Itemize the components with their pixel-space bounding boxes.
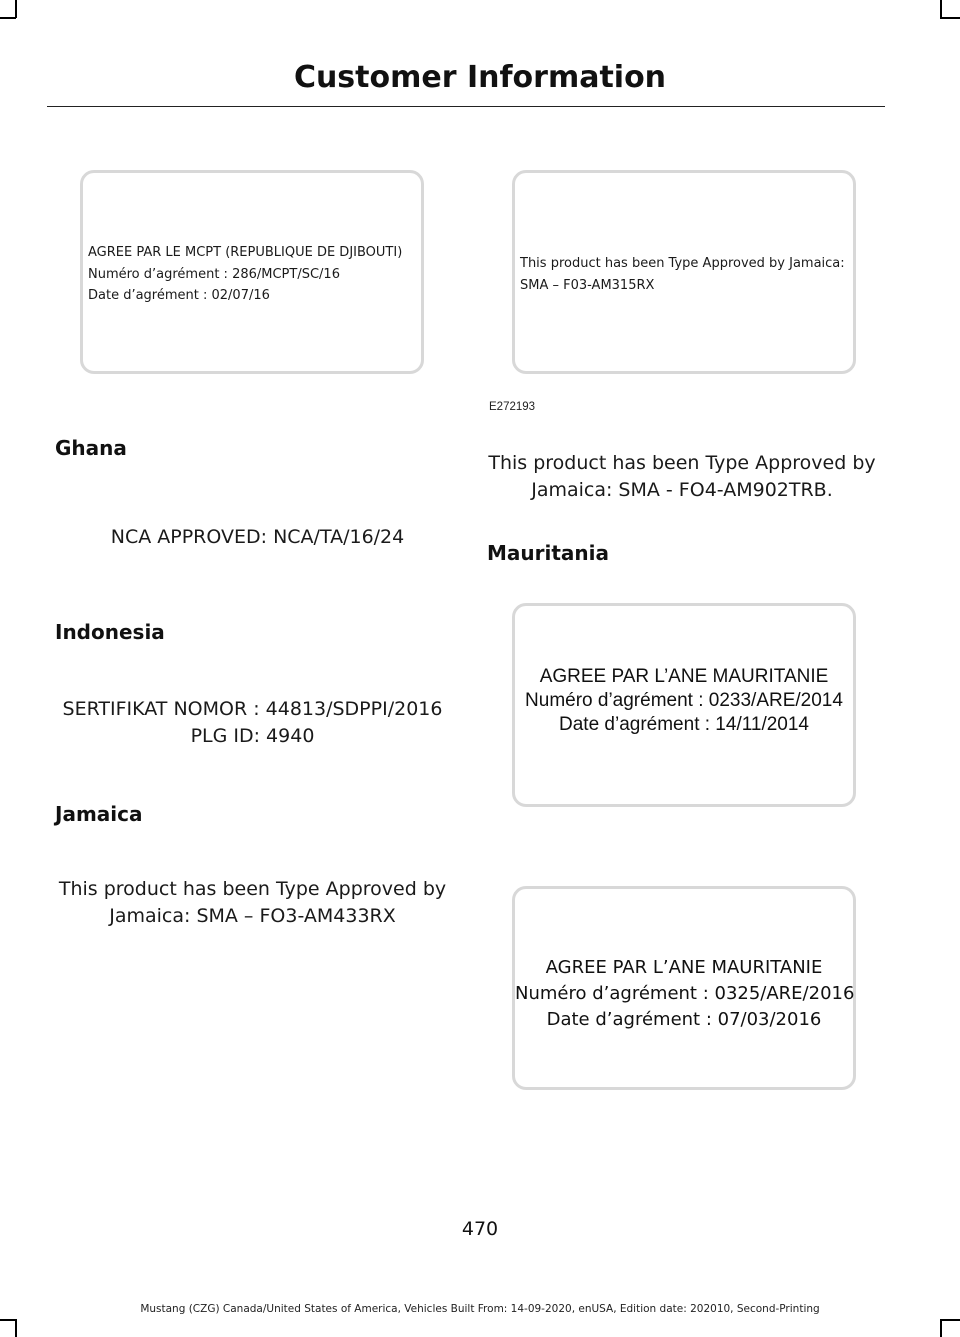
crop-mark-bottom-right-v — [940, 1319, 942, 1337]
jamaica-box-line-2: SMA – F03-AM315RX — [520, 277, 655, 293]
jamaica-approval-text-2 — [482, 450, 882, 504]
mauritania2-line-3: Date d’agrément : 07/03/2016 — [546, 1009, 822, 1030]
jamaica2-line-2: Jamaica: SMA - FO4-AM902TRB. — [531, 479, 833, 501]
jamaica2-line-1: This product has been Type Approved by — [488, 452, 876, 474]
djibouti-line-1: AGREE PAR LE MCPT (REPUBLIQUE DE DJIBOUTI) — [88, 245, 403, 260]
header-divider — [47, 106, 885, 107]
heading-ghana: Ghana — [55, 436, 127, 460]
jamaica-box-line-1: This product has been Type Approved by Jamaica: — [520, 256, 845, 271]
indonesia-line-2: PLG ID: 4940 — [190, 725, 315, 747]
djibouti-approval-label — [80, 170, 424, 374]
crop-mark-top-left-v — [15, 0, 17, 18]
crop-mark-bottom-left-h — [0, 1319, 16, 1321]
jamaica-approval-label — [512, 170, 856, 374]
crop-mark-bottom-left-v — [15, 1319, 17, 1337]
crop-mark-bottom-right-h — [940, 1319, 960, 1321]
mauritania1-line-3: Date d’agrément : 14/11/2014 — [559, 714, 809, 735]
footer-text: Mustang (CZG) Canada/United States of America, Vehicles Built From: 14-09-2020, enUSA, Edition date: 202010, Second-Printing — [140, 1303, 820, 1315]
image-code: E272193 — [489, 401, 536, 413]
mauritania-approval-label-1 — [512, 603, 856, 807]
mauritania2-line-1: AGREE PAR L’ANE MAURITANIE — [545, 957, 823, 978]
mauritania1-line-1: AGREE PAR L’ANE MAURITANIE — [539, 666, 829, 687]
mauritania-approval-label-2 — [512, 886, 856, 1090]
jamaica-approval-text — [45, 876, 460, 930]
ghana-approval-text: NCA APPROVED: NCA/TA/16/24 — [110, 526, 405, 548]
crop-mark-top-right-v — [940, 0, 942, 18]
djibouti-line-2: Numéro d’agrément : 286/MCPT/SC/16 — [88, 266, 340, 282]
djibouti-line-3: Date d’agrément : 02/07/16 — [88, 288, 270, 303]
crop-mark-top-right-h — [940, 17, 960, 19]
heading-indonesia: Indonesia — [55, 620, 165, 644]
jamaica-line-1: This product has been Type Approved by — [58, 878, 447, 900]
crop-mark-top-left-h — [0, 17, 16, 19]
mauritania2-line-2: Numéro d’agrément : 0325/ARE/2016 — [515, 983, 855, 1004]
heading-jamaica: Jamaica — [55, 802, 143, 826]
mauritania1-line-2: Numéro d’agrément : 0233/ARE/2014 — [525, 690, 843, 711]
heading-mauritania: Mauritania — [487, 541, 610, 565]
indonesia-approval-text — [45, 696, 460, 750]
indonesia-line-1: SERTIFIKAT NOMOR : 44813/SDPPI/2016 — [62, 698, 443, 720]
jamaica-line-2: Jamaica: SMA – FO3-AM433RX — [109, 905, 396, 927]
page-number: 470 — [461, 1218, 499, 1240]
page-title: Customer Information — [293, 60, 667, 95]
